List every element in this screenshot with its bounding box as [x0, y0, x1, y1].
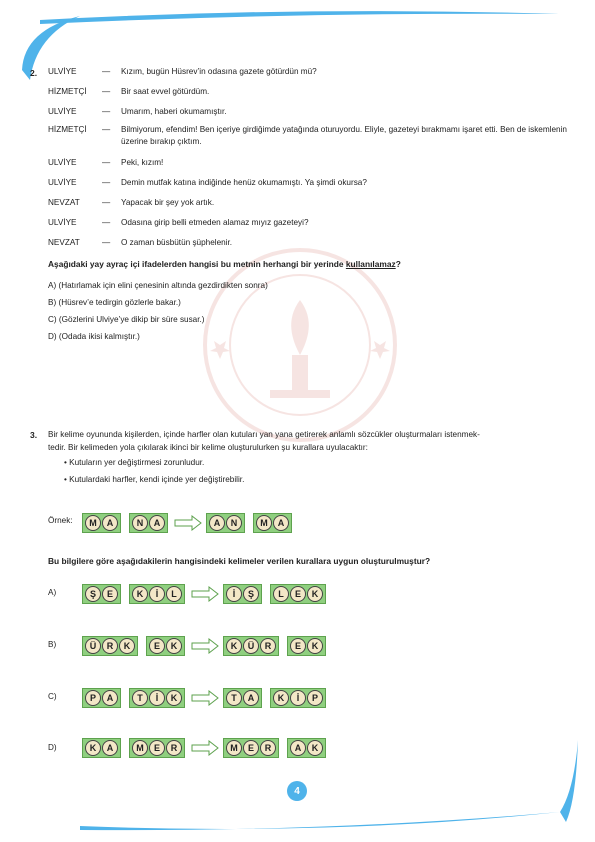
page-number: 4 [287, 781, 307, 801]
dialogue-dash: — [102, 158, 111, 167]
dialogue-dash: — [102, 198, 111, 207]
letter-box-group [82, 688, 121, 708]
question-3-option-d-label[interactable]: D) [48, 743, 57, 752]
letter-tile: Ş [243, 586, 259, 602]
letter-tile: E [243, 740, 259, 756]
dialogue-speaker: ULVİYE [48, 218, 77, 227]
letter-tile: N [132, 515, 148, 531]
question-2-stem [48, 259, 578, 269]
letter-box-group [82, 636, 138, 656]
dialogue-text: Bilmiyorum, efendim! Ben içeriye girdiğimde yatağında oturuyordu. Eliyle, gazeteyi bırakmamı işaret etti. Ben de iskemlenin üzerine bırakıp çıktım. [121, 125, 567, 146]
letter-tile: E [149, 740, 165, 756]
letter-tile: R [102, 638, 118, 654]
letter-box-group [206, 513, 245, 533]
dialogue-dash: — [102, 125, 111, 134]
letter-tile: R [166, 740, 182, 756]
letter-tile: A [209, 515, 225, 531]
dialogue-speaker: ULVİYE [48, 178, 77, 187]
question-2-stem-end: ? [395, 259, 401, 269]
question-3-option-a-label[interactable]: A) [48, 588, 57, 597]
letter-tile: A [290, 740, 306, 756]
dialogue-speaker: ULVİYE [48, 67, 77, 76]
letter-tile: K [119, 638, 135, 654]
question-2-option-d[interactable]: D) (Odada ikisi kalmıştır.) [48, 332, 140, 341]
letter-box-group [223, 688, 262, 708]
dialogue-dash: — [102, 238, 111, 247]
letter-tile: İ [226, 586, 242, 602]
letter-tile: P [85, 690, 101, 706]
question-3-intro-line-2: tedir. Bir kelimeden yola çıkılarak ikinci bir kelime oluşturulurken şu kurallara uyulacaktır: [48, 443, 368, 452]
dialogue-speaker: ULVİYE [48, 158, 77, 167]
letter-box-group [129, 738, 185, 758]
question-2-underlined-word: kullanılamaz [345, 259, 396, 269]
letter-tile: M [256, 515, 272, 531]
letter-tile: E [102, 586, 118, 602]
question-2-option-a[interactable]: A) (Hatırlamak için elini çenesinin altında gezdirdikten sonra) [48, 281, 268, 290]
letter-box-group [223, 636, 279, 656]
dialogue-dash: — [102, 67, 111, 76]
dialogue-text: Yapacak bir şey yok artık. [121, 198, 215, 207]
letter-tile: K [85, 740, 101, 756]
letter-box-group [82, 738, 121, 758]
letter-tile: R [260, 740, 276, 756]
letter-tile: T [132, 690, 148, 706]
letter-tile: A [102, 690, 118, 706]
letter-box-group [223, 584, 262, 604]
letter-tile: A [243, 690, 259, 706]
dialogue-speaker: NEVZAT [48, 238, 80, 247]
question-3-number: 3. [30, 430, 38, 440]
letter-tile: M [226, 740, 242, 756]
letter-tile: K [307, 586, 323, 602]
right-arrow-icon [191, 690, 219, 706]
question-2-option-c[interactable]: C) (Gözlerini Ulviye’ye dikip bir süre susar.) [48, 315, 205, 324]
example-label: Örnek: [48, 516, 73, 525]
letter-tile: K [166, 638, 182, 654]
question-2-option-b[interactable]: B) (Hüsrev’e tedirgin gözlerle bakar.) [48, 298, 181, 307]
letter-tile: K [226, 638, 242, 654]
dialogue-text: O zaman büsbütün şüphelenir. [121, 238, 233, 247]
letter-box-group [253, 513, 292, 533]
right-arrow-icon [191, 638, 219, 654]
letter-tile: K [166, 690, 182, 706]
dialogue-dash: — [102, 178, 111, 187]
letter-tile: Ü [243, 638, 259, 654]
dialogue-speaker: HİZMETÇİ [48, 87, 87, 96]
dialogue-speaker: ULVİYE [48, 107, 77, 116]
dialogue-text: Demin mutfak katına indiğinde henüz okumamıştı. Ya şimdi okursa? [121, 178, 367, 187]
dialogue-dash: — [102, 87, 111, 96]
letter-tile: A [273, 515, 289, 531]
letter-tile: A [102, 515, 118, 531]
question-3-option-b-label[interactable]: B) [48, 640, 57, 649]
letter-tile: M [132, 740, 148, 756]
right-arrow-icon [191, 586, 219, 602]
letter-tile: E [290, 638, 306, 654]
letter-tile: İ [290, 690, 306, 706]
letter-box-group [82, 584, 121, 604]
rule-item: • Kutulardaki harfler, kendi içinde yer değiştirebilir. [64, 475, 245, 484]
question-2-stem-text: Aşağıdaki yay ayraç içi ifadelerden hangisi bu metnin herhangi bir yerinde [48, 259, 346, 269]
ministry-seal-watermark [200, 245, 400, 445]
right-arrow-icon [174, 515, 202, 531]
right-arrow-icon [191, 740, 219, 756]
letter-tile: K [307, 740, 323, 756]
letter-tile: Ü [85, 638, 101, 654]
question-2-number: 2. [30, 68, 38, 78]
letter-box-group [223, 738, 279, 758]
letter-box-group [270, 688, 326, 708]
letter-tile: İ [149, 690, 165, 706]
letter-tile: T [226, 690, 242, 706]
letter-tile: M [85, 515, 101, 531]
letter-tile: Ş [85, 586, 101, 602]
letter-box-group [129, 688, 185, 708]
letter-tile: İ [149, 586, 165, 602]
question-3-option-c-label[interactable]: C) [48, 692, 57, 701]
dialogue-text: Odasına girip belli etmeden alamaz mıyız gazeteyi? [121, 218, 309, 227]
letter-tile: A [149, 515, 165, 531]
letter-tile: P [307, 690, 323, 706]
letter-tile: E [149, 638, 165, 654]
letter-box-group [287, 636, 326, 656]
letter-tile: K [307, 638, 323, 654]
letter-box-group [287, 738, 326, 758]
letter-tile: A [102, 740, 118, 756]
dialogue-text: Peki, kızım! [121, 158, 164, 167]
dialogue-text: Umarım, haberi okumamıştır. [121, 107, 227, 116]
letter-tile: K [273, 690, 289, 706]
dialogue-text: Kızım, bugün Hüsrev’in odasına gazete götürdün mü? [121, 67, 317, 76]
letter-box-group [146, 636, 185, 656]
rule-item: • Kutuların yer değiştirmesi zorunludur. [64, 458, 205, 467]
letter-tile: E [290, 586, 306, 602]
dialogue-speaker: HİZMETÇİ [48, 125, 87, 134]
question-3-intro-line-1: Bir kelime oyununda kişilerden, içinde harfler olan kutuları yan yana getirerek anlamlı sözcükler oluşturmaları istenmek- [48, 430, 480, 439]
letter-tile: L [166, 586, 182, 602]
letter-box-group [129, 513, 168, 533]
letter-tile: R [260, 638, 276, 654]
letter-box-group [129, 584, 185, 604]
dialogue-dash: — [102, 107, 111, 116]
letter-tile: K [132, 586, 148, 602]
dialogue-dash: — [102, 218, 111, 227]
letter-tile: L [273, 586, 289, 602]
question-3-stem: Bu bilgilere göre aşağıdakilerin hangisindeki kelimeler verilen kurallara uygun oluşturulmuştur? [48, 556, 431, 566]
dialogue-text: Bir saat evvel götürdüm. [121, 87, 210, 96]
letter-box-group [270, 584, 326, 604]
letter-box-group [82, 513, 121, 533]
dialogue-speaker: NEVZAT [48, 198, 80, 207]
letter-tile: N [226, 515, 242, 531]
